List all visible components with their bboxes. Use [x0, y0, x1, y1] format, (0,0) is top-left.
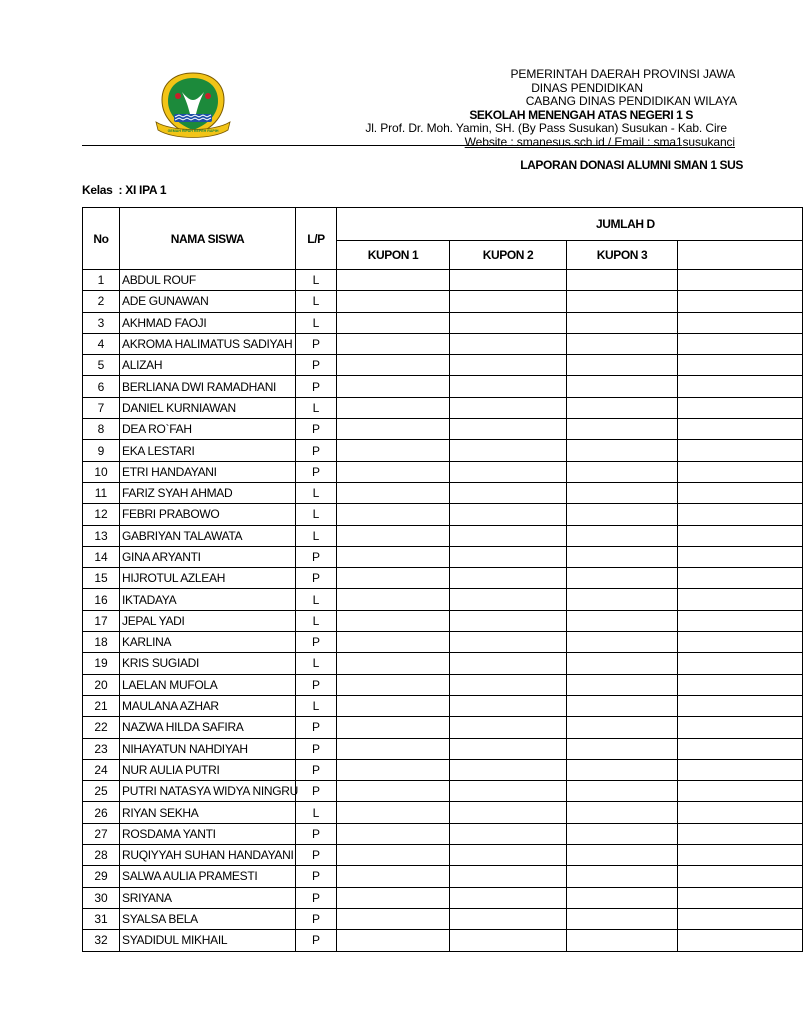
kupon-1-cell[interactable]	[337, 866, 450, 887]
student-name-cell[interactable]: AKHMAD FAOJI	[120, 312, 296, 333]
school-website[interactable]: Website : smanesus.sch.id / Email : sma1susukanci	[464, 134, 735, 149]
kupon-4-cell[interactable]	[678, 845, 803, 866]
kupon-2-cell[interactable]	[450, 312, 567, 333]
kupon-4-cell[interactable]	[678, 589, 803, 610]
kupon-3-cell[interactable]	[567, 717, 678, 738]
kupon-1-cell[interactable]	[337, 845, 450, 866]
student-name-cell[interactable]: RUQIYYAH SUHAN HANDAYANI	[120, 845, 296, 866]
row-number-cell[interactable]: 9	[83, 440, 120, 461]
kupon-2-cell[interactable]	[450, 546, 567, 567]
kupon-1-cell[interactable]	[337, 397, 450, 418]
row-number-cell[interactable]: 5	[83, 355, 120, 376]
gender-cell[interactable]: P	[296, 781, 337, 802]
table-body	[83, 270, 803, 952]
kupon-2-cell[interactable]	[450, 887, 567, 908]
table-row	[83, 717, 803, 738]
header-divider	[82, 145, 678, 146]
kupon-3-cell[interactable]	[567, 397, 678, 418]
table-row	[83, 738, 803, 759]
row-number-cell[interactable]: 13	[83, 525, 120, 546]
student-name-cell[interactable]: ETRI HANDAYANI	[120, 461, 296, 482]
letterhead	[250, 67, 737, 149]
kupon-3-cell[interactable]	[567, 482, 678, 503]
row-number-cell[interactable]: 20	[83, 674, 120, 695]
table-row	[83, 674, 803, 695]
kupon-3-cell[interactable]	[567, 333, 678, 354]
column-header-kupon-2: KUPON 2	[450, 241, 567, 270]
kupon-1-cell[interactable]	[337, 589, 450, 610]
kupon-3-cell[interactable]	[567, 610, 678, 631]
kupon-4-cell[interactable]	[678, 930, 803, 951]
provincial-crest-icon	[152, 70, 234, 144]
kupon-3-cell[interactable]	[567, 759, 678, 780]
gender-cell[interactable]: L	[296, 504, 337, 525]
gender-cell[interactable]: P	[296, 908, 337, 929]
table-row	[83, 270, 803, 291]
kupon-2-cell[interactable]	[450, 589, 567, 610]
gender-cell[interactable]: L	[296, 291, 337, 312]
crest-motto: GEMAH RIPAH REPEH RAPIH	[167, 129, 219, 133]
gender-cell[interactable]: P	[296, 738, 337, 759]
gender-cell[interactable]: P	[296, 674, 337, 695]
kupon-4-cell[interactable]	[678, 419, 803, 440]
kupon-2-cell[interactable]	[450, 291, 567, 312]
student-name-cell[interactable]: ALIZAH	[120, 355, 296, 376]
kupon-4-cell[interactable]	[678, 695, 803, 716]
kupon-2-cell[interactable]	[450, 270, 567, 291]
kupon-3-cell[interactable]	[567, 525, 678, 546]
letterhead-line: PEMERINTAH DAERAH PROVINSI JAWA	[510, 67, 735, 81]
gender-cell[interactable]: L	[296, 610, 337, 631]
row-number-cell[interactable]: 1	[83, 270, 120, 291]
student-name-cell[interactable]: LAELAN MUFOLA	[120, 674, 296, 695]
kupon-1-cell[interactable]	[337, 823, 450, 844]
column-header-kupon-1: KUPON 1	[337, 241, 450, 270]
gender-cell[interactable]: L	[296, 270, 337, 291]
row-number-cell[interactable]: 24	[83, 759, 120, 780]
student-name-cell[interactable]: KRIS SUGIADI	[120, 653, 296, 674]
kupon-2-cell[interactable]	[450, 440, 567, 461]
kupon-2-cell[interactable]	[450, 610, 567, 631]
row-number-cell[interactable]: 30	[83, 887, 120, 908]
kupon-2-cell[interactable]	[450, 355, 567, 376]
student-name-cell[interactable]: SALWA AULIA PRAMESTI	[120, 866, 296, 887]
table-row	[83, 866, 803, 887]
student-name-cell[interactable]: NAZWA HILDA SAFIRA	[120, 717, 296, 738]
kupon-4-cell[interactable]	[678, 440, 803, 461]
kupon-4-cell[interactable]	[678, 866, 803, 887]
student-name-cell[interactable]: KARLINA	[120, 632, 296, 653]
gender-cell[interactable]: P	[296, 823, 337, 844]
kupon-2-cell[interactable]	[450, 695, 567, 716]
kupon-3-cell[interactable]	[567, 866, 678, 887]
table-row	[83, 845, 803, 866]
gender-cell[interactable]: P	[296, 759, 337, 780]
table-row	[83, 610, 803, 631]
kupon-3-cell[interactable]	[567, 674, 678, 695]
kupon-3-cell[interactable]	[567, 908, 678, 929]
kupon-4-cell[interactable]	[678, 738, 803, 759]
student-name-cell[interactable]: DEA RO`FAH	[120, 419, 296, 440]
kupon-1-cell[interactable]	[337, 312, 450, 333]
kupon-1-cell[interactable]	[337, 802, 450, 823]
kupon-4-cell[interactable]	[678, 802, 803, 823]
gender-cell[interactable]: P	[296, 376, 337, 397]
student-name-cell[interactable]: AKROMA HALIMATUS SADIYAH	[120, 333, 296, 354]
row-number-cell[interactable]: 23	[83, 738, 120, 759]
kupon-4-cell[interactable]	[678, 717, 803, 738]
kupon-2-cell[interactable]	[450, 568, 567, 589]
kupon-1-cell[interactable]	[337, 887, 450, 908]
student-name-cell[interactable]: SRIYANA	[120, 887, 296, 908]
table-row	[83, 525, 803, 546]
student-name-cell[interactable]: GINA ARYANTI	[120, 546, 296, 567]
kupon-3-cell[interactable]	[567, 845, 678, 866]
class-label-value: : XI IPA 1	[118, 183, 167, 197]
row-number-cell[interactable]: 10	[83, 461, 120, 482]
student-name-cell[interactable]: IKTADAYA	[120, 589, 296, 610]
table-row	[83, 632, 803, 653]
kupon-1-cell[interactable]	[337, 504, 450, 525]
student-name-cell[interactable]: BERLIANA DWI RAMADHANI	[120, 376, 296, 397]
kupon-3-cell[interactable]	[567, 546, 678, 567]
kupon-1-cell[interactable]	[337, 568, 450, 589]
kupon-4-cell[interactable]	[678, 461, 803, 482]
kupon-2-cell[interactable]	[450, 504, 567, 525]
kupon-2-cell[interactable]	[450, 482, 567, 503]
table-row	[83, 504, 803, 525]
kupon-4-cell[interactable]	[678, 312, 803, 333]
kupon-4-cell[interactable]	[678, 546, 803, 567]
kupon-4-cell[interactable]	[678, 568, 803, 589]
student-name-cell[interactable]: FEBRI PRABOWO	[120, 504, 296, 525]
column-group-header: JUMLAH D	[337, 208, 803, 241]
kupon-1-cell[interactable]	[337, 610, 450, 631]
kupon-1-cell[interactable]	[337, 376, 450, 397]
table-row	[83, 355, 803, 376]
letterhead-line: CABANG DINAS PENDIDIKAN WILAYA	[525, 94, 737, 108]
table-row	[83, 482, 803, 503]
row-number-cell[interactable]: 8	[83, 419, 120, 440]
student-name-cell[interactable]: DANIEL KURNIAWAN	[120, 397, 296, 418]
kupon-1-cell[interactable]	[337, 674, 450, 695]
table-row	[83, 397, 803, 418]
kupon-2-cell[interactable]	[450, 525, 567, 546]
kupon-1-cell[interactable]	[337, 461, 450, 482]
table-row	[83, 908, 803, 929]
table-row	[83, 419, 803, 440]
kupon-2-cell[interactable]	[450, 653, 567, 674]
student-name-cell[interactable]: NUR AULIA PUTRI	[120, 759, 296, 780]
kupon-3-cell[interactable]	[567, 312, 678, 333]
kupon-2-cell[interactable]	[450, 461, 567, 482]
gender-cell[interactable]: L	[296, 589, 337, 610]
table-row	[83, 546, 803, 567]
kupon-3-cell[interactable]	[567, 823, 678, 844]
row-number-cell[interactable]: 15	[83, 568, 120, 589]
kupon-3-cell[interactable]	[567, 376, 678, 397]
gender-cell[interactable]: P	[296, 546, 337, 567]
kupon-1-cell[interactable]	[337, 930, 450, 951]
donation-table	[82, 207, 803, 952]
gender-cell[interactable]: P	[296, 866, 337, 887]
table-row	[83, 568, 803, 589]
kupon-1-cell[interactable]	[337, 546, 450, 567]
table-row	[83, 376, 803, 397]
row-number-cell[interactable]: 22	[83, 717, 120, 738]
column-header-kupon-4	[678, 241, 803, 270]
row-number-cell[interactable]: 12	[83, 504, 120, 525]
donation-table-wrapper	[82, 207, 678, 953]
kupon-3-cell[interactable]	[567, 440, 678, 461]
table-row	[83, 291, 803, 312]
kupon-2-cell[interactable]	[450, 802, 567, 823]
kupon-2-cell[interactable]	[450, 823, 567, 844]
kupon-3-cell[interactable]	[567, 568, 678, 589]
student-name-cell[interactable]: GABRIYAN TALAWATA	[120, 525, 296, 546]
student-name-cell[interactable]: JEPAL YADI	[120, 610, 296, 631]
kupon-1-cell[interactable]	[337, 759, 450, 780]
gender-cell[interactable]: L	[296, 397, 337, 418]
student-name-cell[interactable]: ABDUL ROUF	[120, 270, 296, 291]
kupon-2-cell[interactable]	[450, 930, 567, 951]
gender-cell[interactable]: L	[296, 312, 337, 333]
kupon-3-cell[interactable]	[567, 589, 678, 610]
gender-cell[interactable]: P	[296, 440, 337, 461]
gender-cell[interactable]: L	[296, 482, 337, 503]
letterhead-line: DINAS PENDIDIKAN	[531, 80, 643, 95]
kupon-4-cell[interactable]	[678, 674, 803, 695]
class-label	[82, 183, 166, 197]
student-name-cell[interactable]: ROSDAMA YANTI	[120, 823, 296, 844]
report-title: LAPORAN DONASI ALUMNI SMAN 1 SUS	[520, 158, 743, 172]
table-row	[83, 589, 803, 610]
kupon-4-cell[interactable]	[678, 291, 803, 312]
gender-cell[interactable]: P	[296, 333, 337, 354]
kupon-4-cell[interactable]	[678, 610, 803, 631]
table-row	[83, 823, 803, 844]
kupon-2-cell[interactable]	[450, 866, 567, 887]
column-header-kupon-3: KUPON 3	[567, 241, 678, 270]
kupon-2-cell[interactable]	[450, 632, 567, 653]
kupon-4-cell[interactable]	[678, 653, 803, 674]
row-number-cell[interactable]: 29	[83, 866, 120, 887]
gender-cell[interactable]: L	[296, 653, 337, 674]
row-number-cell[interactable]: 32	[83, 930, 120, 951]
kupon-4-cell[interactable]	[678, 333, 803, 354]
kupon-4-cell[interactable]	[678, 270, 803, 291]
gender-cell[interactable]: L	[296, 525, 337, 546]
kupon-2-cell[interactable]	[450, 376, 567, 397]
kupon-1-cell[interactable]	[337, 717, 450, 738]
row-number-cell[interactable]: 18	[83, 632, 120, 653]
student-name-cell[interactable]: FARIZ SYAH AHMAD	[120, 482, 296, 503]
student-name-cell[interactable]: NIHAYATUN NAHDIYAH	[120, 738, 296, 759]
table-row	[83, 333, 803, 354]
gender-cell[interactable]: P	[296, 717, 337, 738]
kupon-4-cell[interactable]	[678, 781, 803, 802]
kupon-1-cell[interactable]	[337, 440, 450, 461]
kupon-3-cell[interactable]	[567, 461, 678, 482]
kupon-4-cell[interactable]	[678, 908, 803, 929]
kupon-3-cell[interactable]	[567, 653, 678, 674]
student-name-cell[interactable]: PUTRI NATASYA WIDYA NINGRU	[120, 781, 296, 802]
kupon-3-cell[interactable]	[567, 504, 678, 525]
kupon-2-cell[interactable]	[450, 738, 567, 759]
kupon-4-cell[interactable]	[678, 504, 803, 525]
kupon-2-cell[interactable]	[450, 397, 567, 418]
kupon-3-cell[interactable]	[567, 738, 678, 759]
kupon-2-cell[interactable]	[450, 717, 567, 738]
table-row	[83, 440, 803, 461]
kupon-3-cell[interactable]	[567, 355, 678, 376]
student-name-cell[interactable]: ADE GUNAWAN	[120, 291, 296, 312]
table-row	[83, 930, 803, 951]
kupon-1-cell[interactable]	[337, 738, 450, 759]
row-number-cell[interactable]: 26	[83, 802, 120, 823]
kupon-1-cell[interactable]	[337, 355, 450, 376]
kupon-2-cell[interactable]	[450, 908, 567, 929]
kupon-1-cell[interactable]	[337, 653, 450, 674]
kupon-4-cell[interactable]	[678, 887, 803, 908]
row-number-cell[interactable]: 16	[83, 589, 120, 610]
student-name-cell[interactable]: RIYAN SEKHA	[120, 802, 296, 823]
kupon-4-cell[interactable]	[678, 759, 803, 780]
kupon-4-cell[interactable]	[678, 823, 803, 844]
kupon-1-cell[interactable]	[337, 781, 450, 802]
table-row	[83, 887, 803, 908]
gender-cell[interactable]: P	[296, 355, 337, 376]
column-header-name: NAMA SISWA	[120, 208, 296, 270]
kupon-3-cell[interactable]	[567, 632, 678, 653]
gender-cell[interactable]: P	[296, 887, 337, 908]
row-number-cell[interactable]: 7	[83, 397, 120, 418]
kupon-3-cell[interactable]	[567, 291, 678, 312]
gender-cell[interactable]: P	[296, 461, 337, 482]
kupon-2-cell[interactable]	[450, 674, 567, 695]
student-name-cell[interactable]: MAULANA AZHAR	[120, 695, 296, 716]
gender-cell[interactable]: P	[296, 632, 337, 653]
kupon-1-cell[interactable]	[337, 270, 450, 291]
kupon-3-cell[interactable]	[567, 781, 678, 802]
kupon-1-cell[interactable]	[337, 291, 450, 312]
row-number-cell[interactable]: 6	[83, 376, 120, 397]
gender-cell[interactable]: P	[296, 419, 337, 440]
table-row	[83, 312, 803, 333]
kupon-1-cell[interactable]	[337, 333, 450, 354]
kupon-2-cell[interactable]	[450, 781, 567, 802]
table-row	[83, 781, 803, 802]
kupon-2-cell[interactable]	[450, 419, 567, 440]
row-number-cell[interactable]: 27	[83, 823, 120, 844]
kupon-3-cell[interactable]	[567, 695, 678, 716]
kupon-2-cell[interactable]	[450, 333, 567, 354]
table-row	[83, 695, 803, 716]
kupon-3-cell[interactable]	[567, 930, 678, 951]
gender-cell[interactable]: L	[296, 802, 337, 823]
class-label-key: Kelas	[82, 183, 113, 197]
table-row	[83, 461, 803, 482]
gender-cell[interactable]: P	[296, 930, 337, 951]
table-row	[83, 653, 803, 674]
gender-cell[interactable]: P	[296, 568, 337, 589]
row-number-cell[interactable]: 14	[83, 546, 120, 567]
table-row	[83, 759, 803, 780]
kupon-2-cell[interactable]	[450, 845, 567, 866]
kupon-4-cell[interactable]	[678, 397, 803, 418]
kupon-1-cell[interactable]	[337, 419, 450, 440]
kupon-3-cell[interactable]	[567, 419, 678, 440]
gender-cell[interactable]: P	[296, 845, 337, 866]
row-number-cell[interactable]: 11	[83, 482, 120, 503]
row-number-cell[interactable]: 19	[83, 653, 120, 674]
table-row	[83, 802, 803, 823]
school-name: SEKOLAH MENENGAH ATAS NEGERI 1 S	[469, 107, 693, 122]
kupon-4-cell[interactable]	[678, 525, 803, 546]
kupon-4-cell[interactable]	[678, 376, 803, 397]
kupon-1-cell[interactable]	[337, 525, 450, 546]
row-number-cell[interactable]: 17	[83, 610, 120, 631]
column-header-no: No	[83, 208, 120, 270]
kupon-4-cell[interactable]	[678, 482, 803, 503]
kupon-2-cell[interactable]	[450, 759, 567, 780]
row-number-cell[interactable]: 3	[83, 312, 120, 333]
student-name-cell[interactable]: EKA LESTARI	[120, 440, 296, 461]
student-name-cell[interactable]: SYADIDUL MIKHAIL	[120, 930, 296, 951]
row-number-cell[interactable]: 25	[83, 781, 120, 802]
kupon-4-cell[interactable]	[678, 632, 803, 653]
kupon-4-cell[interactable]	[678, 355, 803, 376]
kupon-1-cell[interactable]	[337, 908, 450, 929]
column-header-lp: L/P	[296, 208, 337, 270]
student-name-cell[interactable]: HIJROTUL AZLEAH	[120, 568, 296, 589]
kupon-3-cell[interactable]	[567, 802, 678, 823]
kupon-1-cell[interactable]	[337, 632, 450, 653]
student-name-cell[interactable]: SYALSA BELA	[120, 908, 296, 929]
row-number-cell[interactable]: 21	[83, 695, 120, 716]
school-address: Jl. Prof. Dr. Moh. Yamin, SH. (By Pass Susukan) Susukan - Kab. Cire	[365, 121, 727, 135]
kupon-1-cell[interactable]	[337, 482, 450, 503]
gender-cell[interactable]: L	[296, 695, 337, 716]
row-number-cell[interactable]: 4	[83, 333, 120, 354]
row-number-cell[interactable]: 28	[83, 845, 120, 866]
kupon-1-cell[interactable]	[337, 695, 450, 716]
row-number-cell[interactable]: 31	[83, 908, 120, 929]
kupon-3-cell[interactable]	[567, 887, 678, 908]
row-number-cell[interactable]: 2	[83, 291, 120, 312]
kupon-3-cell[interactable]	[567, 270, 678, 291]
